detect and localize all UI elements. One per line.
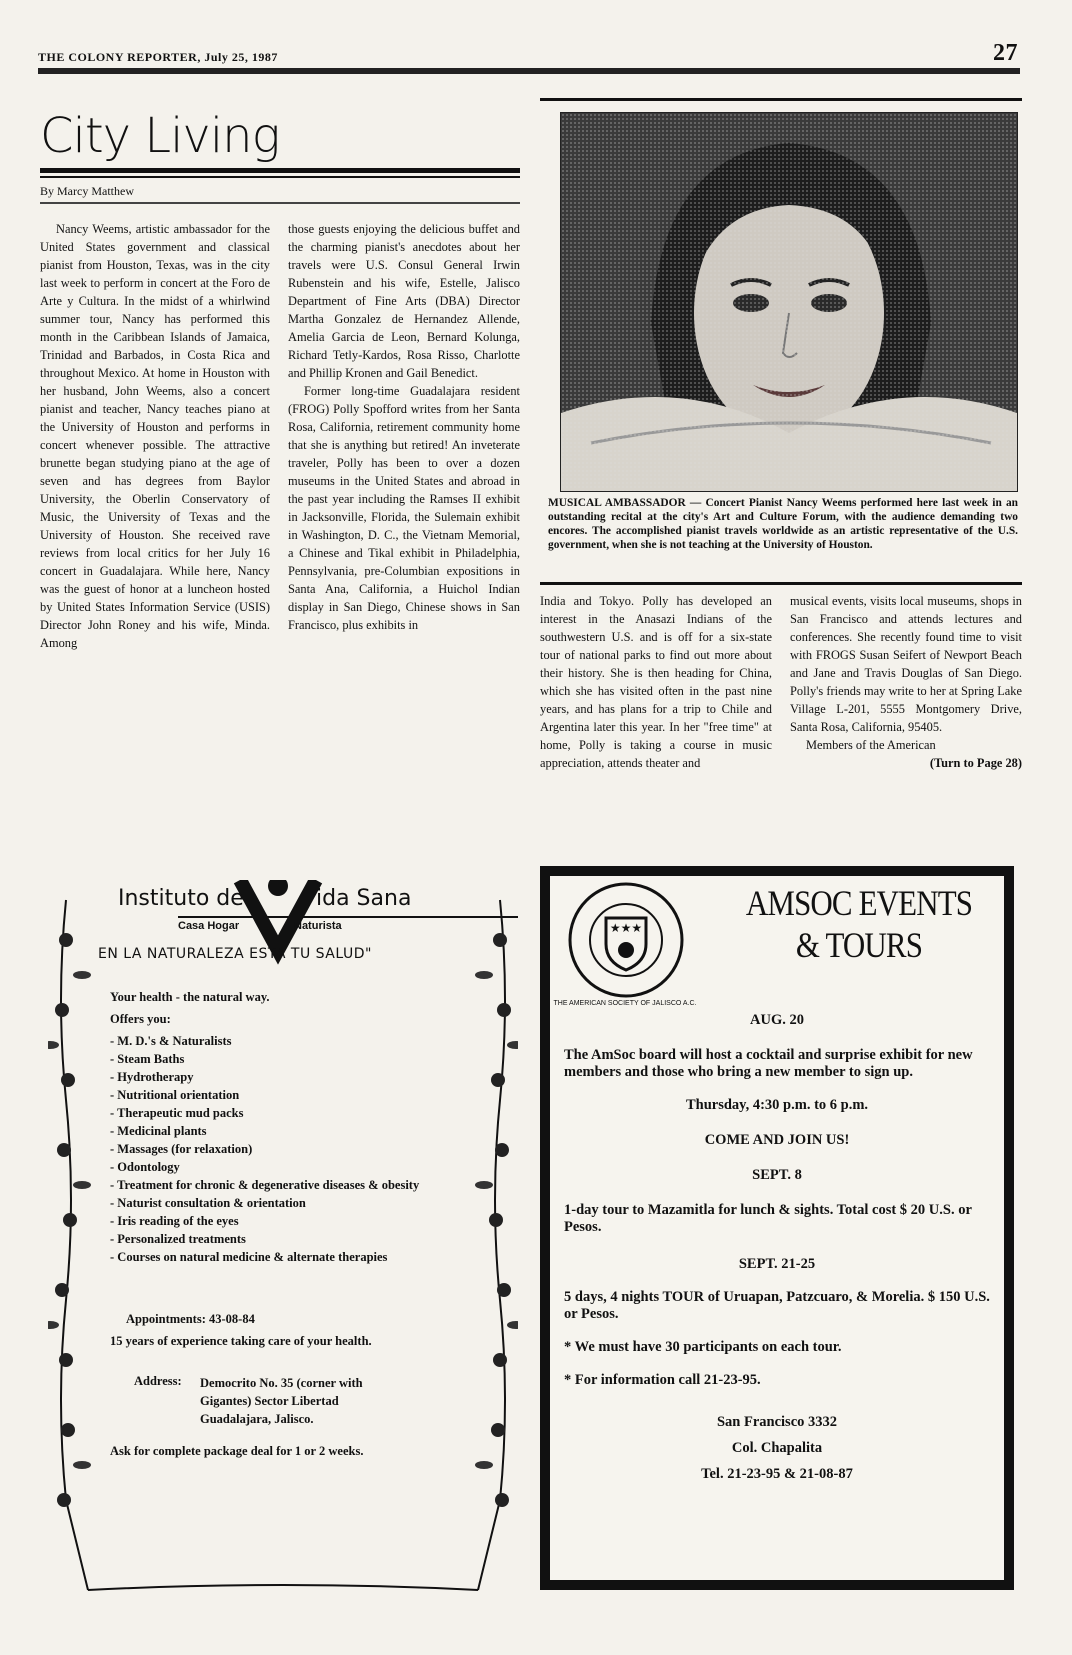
address-block xyxy=(200,1374,363,1428)
service-item: - M. D.'s & Naturalists xyxy=(110,1032,470,1050)
article-paragraph: those guests enjoying the delicious buffet and the charming pianist's anecdotes about her travels were U.S. Consul General Irwin Rubenstein and his wife, Estelle, Jalisco Department of Fine Arts (DBA) Director Martha Gonzalez de Hernandez Allende, Amelia Garcia de Leon, Bernard Kolunga, Richard Tetly-Kardos, Rosa Risso, Charlotte and Phillip Kronen and Gail Benedict. xyxy=(288,222,520,380)
photo-caption: MUSICAL AMBASSADOR — Concert Pianist Nancy Weems performed here last week in an outstanding recital at the city's Art and Culture Forum, with the audience demanding two encores. The accomplished pianist travels worldwide as an artistic representative of the U.S. government, when she is not teaching at the University of Houston. xyxy=(548,497,1018,551)
institute-name-right: ida Sana xyxy=(316,886,412,911)
title-rule-thin xyxy=(40,176,520,178)
page-number: 27 xyxy=(993,40,1018,66)
services-list xyxy=(110,1032,470,1266)
section-title: City Living xyxy=(40,108,280,164)
address-label: Address: xyxy=(134,1374,182,1388)
article-paragraph: musical events, visits local museums, shops in San Francisco and attends lectures and conferences. She recently found time to visit with FROGS Susan Seifert of Newport Beach and Jane and Travis Douglas of San Diego. Polly's friends may write to her at Spring Lake Village L-201, 5555 Montgomery Drive, Santa Rosa, California, 95405. xyxy=(790,594,1022,734)
service-item: - Steam Baths xyxy=(110,1050,470,1068)
service-item: - Courses on natural medicine & alternate therapies xyxy=(110,1248,470,1266)
svg-text:★★★: ★★★ xyxy=(609,921,643,935)
ad-intro: Your health - the natural way. xyxy=(110,990,270,1004)
article-column-4 xyxy=(790,592,1022,772)
article-paragraph: Nancy Weems, artistic ambassador for the United States government and classical pianist from Houston, Texas, was in the city last week to perform in concert at the Foro de Arte y Cultura. In the midst of a whirlwind summer tour, Nancy has performed this month in the Caribbean Islands of Jamaica, Trinidad and Barbados, in Costa Rica and throughout Mexico. At home in Houston with her husband, John Weems, also a concert pianist and teacher, Nancy teaches piano at the University of Houston and performs in concert whenever possible. The attractive brunette began studying piano at the age of seven and has degrees from Baylor University, the Oberlin Conservatory of Music, the University of Texas and the University of Houston. She received rave reviews from local critics for her July 16 concert in Guadalajara. While here, Nancy was the guest of honor at a luncheon hosted by United States Information Service (USIS) Director John Roney and his wife, Minda. Among xyxy=(40,222,270,650)
portrait-photo xyxy=(560,112,1018,492)
event-date: AUG. 20 xyxy=(750,1012,804,1028)
address-line: Col. Chapalita xyxy=(731,1440,823,1456)
amsoc-title-line-1: AMSOC EVENTS xyxy=(745,883,973,923)
masthead-rule xyxy=(38,68,1020,74)
call-to-action: COME AND JOIN US! xyxy=(704,1132,850,1148)
service-item: - Nutritional orientation xyxy=(110,1086,470,1104)
service-item: - Hydrotherapy xyxy=(110,1068,470,1086)
event-date: SEPT. 8 xyxy=(752,1167,802,1183)
package-deal: Ask for complete package deal for 1 or 2 weeks. xyxy=(110,1444,364,1458)
portrait-illustration xyxy=(561,113,1017,491)
service-item: - Medicinal plants xyxy=(110,1122,470,1140)
amsoc-seal-icon xyxy=(566,880,686,1000)
note: * For information call 21-23-95. xyxy=(564,1372,761,1388)
ad-slogan: EN LA NATURALEZA ESTA TU SALUD" xyxy=(98,946,372,962)
amsoc-address xyxy=(564,1409,990,1487)
service-item: - Treatment for chronic & degenerative diseases & obesity xyxy=(110,1176,470,1194)
note: * We must have 30 participants on each tour. xyxy=(564,1339,842,1355)
article-paragraph: India and Tokyo. Polly has developed an interest in the Anasazi Indians of the southwestern U.S. and is off for a six-state tour of national parks to find out more about their history. She is then heading for China, which she has visited often in the past nine years, and has plans for a trip to Chile and Argentina later this year. In her "free time" at home, Polly is taking a course in music appreciation, attends theater and xyxy=(540,594,772,770)
service-item: - Massages (for relaxation) xyxy=(110,1140,470,1158)
article-paragraph: Members of the American xyxy=(806,738,936,752)
event-text: The AmSoc board will host a cocktail and surprise exhibit for new members and those who bring a new member to sign up. xyxy=(564,1047,973,1080)
service-item: - Therapeutic mud packs xyxy=(110,1104,470,1122)
address-line: Gigantes) Sector Libertad xyxy=(200,1394,339,1408)
institute-name-left: Instituto de xyxy=(118,886,244,911)
address-line: San Francisco 3332 xyxy=(716,1414,838,1430)
casa-hogar: Casa Hogar xyxy=(178,920,240,932)
article-column-3 xyxy=(540,592,772,772)
event-text: 1-day tour to Mazamitla for lunch & sights. Total cost $ 20 U.S. or Pesos. xyxy=(564,1202,972,1235)
name-underline xyxy=(178,916,518,918)
amsoc-title-line-2: & TOURS xyxy=(795,925,923,965)
photo-rule xyxy=(540,98,1022,101)
article-paragraph: Former long-time Guadalajara resident (FROG) Polly Spofford writes from her Santa Rosa, California, retirement community home that she is anything but retired! An inveterate traveler, Polly has been to over a dozen museums in the United States and abroad in the past year including the Ramses II exhibit in Jacksonville, Florida, the Sulemain exhibit in Washington, D. C., the Vietnam Memorial, a Chinese and Tikal exhibit in Philadelphia, Pennsylvania, pre-Columbian expositions in Santa Ana, California, a Huichol Indian display in San Diego, Chinese shows in San Francisco, plus exhibits in xyxy=(288,384,520,632)
address-line: Democrito No. 35 (corner with xyxy=(200,1376,363,1390)
event-text: 5 days, 4 nights TOUR of Uruapan, Patzcuaro, & Morelia. $ 150 U.S. or Pesos. xyxy=(564,1289,990,1322)
masthead xyxy=(38,40,1018,66)
service-item: - Naturist consultation & orientation xyxy=(110,1194,470,1212)
service-item: - Odontology xyxy=(110,1158,470,1176)
article-column-1 xyxy=(40,220,270,652)
naturista: Naturista xyxy=(294,920,342,932)
amsoc-ad xyxy=(540,866,1014,1590)
byline-rule xyxy=(40,202,520,204)
caption-rule xyxy=(540,582,1022,585)
article-column-2 xyxy=(288,220,520,634)
seal-text: THE AMERICAN SOCIETY OF JALISCO A.C. xyxy=(553,1000,697,1007)
appointments: Appointments: 43-08-84 xyxy=(126,1312,255,1326)
address-line: Guadalajara, Jalisco. xyxy=(200,1412,314,1426)
service-item: - Personalized treatments xyxy=(110,1230,470,1248)
amsoc-title xyxy=(743,882,975,966)
amsoc-content xyxy=(564,1012,990,1487)
title-rule xyxy=(40,168,520,173)
turn-to-page: (Turn to Page 28) xyxy=(929,756,1022,770)
service-item: - Iris reading of the eyes xyxy=(110,1212,470,1230)
ad-offers-label: Offers you: xyxy=(110,1012,171,1026)
vida-sana-ad xyxy=(48,880,518,1600)
masthead-title: THE COLONY REPORTER, July 25, 1987 xyxy=(38,50,278,64)
address-line: Tel. 21-23-95 & 21-08-87 xyxy=(701,1466,853,1482)
event-time: Thursday, 4:30 p.m. to 6 p.m. xyxy=(685,1097,869,1113)
experience: 15 years of experience taking care of your health. xyxy=(110,1334,372,1348)
event-date: SEPT. 21-25 xyxy=(738,1256,816,1272)
byline: By Marcy Matthew xyxy=(40,184,134,198)
